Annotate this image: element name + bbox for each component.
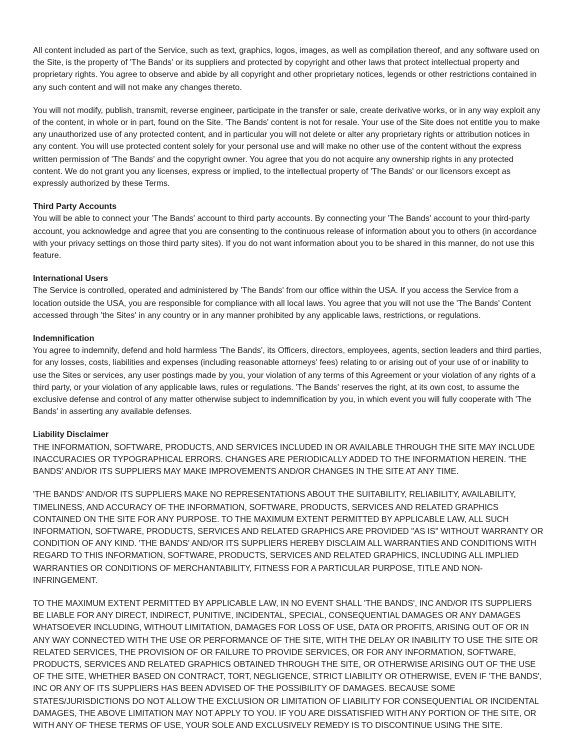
section-body-international: The Service is controlled, operated and administered by 'The Bands' from our office within the USA. If you access the Service from a location outside the USA, you are responsible for compliance with all local laws. You agree that you will not use the 'The Bands' Content accessed through 'the Sites' in any country or in any manner prohibited by any applicable laws, restrictions, or regulations. xyxy=(33,285,532,320)
section-heading-liability: Liability Disclaimer xyxy=(33,429,109,440)
intro-paragraph-2: You will not modify, publish, transmit, reverse engineer, participate in the transfer or sale, create derivative works, or in any way exploit any of the content, in whole or in part, found on the Site. 'The Bands' content is not for resale. Your use of the Site does not entitle you to make any unauthorized use of any protected content, and in particular you will not delete or alter any proprietary rights or attribution notices in any content. You will use protected content solely for your personal use and will make no other use of the content without the express written permission of 'The Bands' and the copyright owner. You agree that you do not acquire any ownership rights in any protected content. We do not grant you any licenses, express or implied, to the intellectual property of 'The Bands' or our licensors except as expressly authorized by these Terms. xyxy=(33,104,541,189)
indemnification-section xyxy=(33,332,544,417)
third-party-accounts-section xyxy=(33,200,544,261)
liability-paragraph-3: TO THE MAXIMUM EXTENT PERMITTED BY APPLICABLE LAW, IN NO EVENT SHALL 'THE BANDS', INC AND/OR ITS SUPPLIERS BE LIABLE FOR ANY DIRECT, INDIRECT, PUNITIVE, INCIDENTAL, SPECIAL, CONSEQUENTIAL DAMAGES OR ANY DAMAGES WHATSOEVER INCLUDING, WITHOUT LIMITATION, DAMAGES FOR LOSS OF USE, DATA OR PROFITS, ARISING OUT OF OR IN ANY WAY CONNECTED WITH THE USE OR PERFORMANCE OF THE SITE, WITH THE DELAY OR INABILITY TO USE THE SITE OR RELATED SERVICES, THE PROVISION OF OR FAILURE TO PROVIDE SERVICES, OR FOR ANY INFORMATION, SOFTWARE, PRODUCTS, SERVICES AND RELATED GRAPHICS OBTAINED THROUGH THE SITE, OR OTHERWISE ARISING OUT OF THE USE OF THE SITE, WHETHER BASED ON CONTRACT, TORT, NEGLIGENCE, STRICT LIABILITY OR OTHERWISE, EVEN IF 'THE BANDS', INC OR ANY OF ITS SUPPLIERS HAS BEEN ADVISED OF THE POSSIBILITY OF DAMAGES. BECAUSE SOME STATES/JURISDICTIONS DO NOT ALLOW THE EXCLUSION OR LIMITATION OF LIABILITY FOR CONSEQUENTIAL OR INCIDENTAL DAMAGES, THE ABOVE LIMITATION MAY NOT APPLY TO YOU. IF YOU ARE DISSATISFIED WITH ANY PORTION OF THE SITE, OR WITH ANY OF THESE TERMS OF USE, YOUR SOLE AND EXCLUSIVELY REMEDY IS TO DISCONTINUE USING THE SITE. xyxy=(33,597,542,730)
terms-document xyxy=(33,44,544,742)
section-body-third-party: You will be able to connect your 'The Bands' account to third party accounts. By connecting your 'The Bands' account to your third-party account, you acknowledge and agree that you are consenting to the continuous release of information about you to others (in accordance with your privacy settings on those third party sites). If you do not want information about you to be shared in this manner, do not use this feature. xyxy=(33,213,537,261)
intro-paragraph-1: All content included as part of the Service, such as text, graphics, logos, images, as well as compilation thereof, and any software used on the Site, is the property of 'The Bands' or its suppliers and protected by copyright and other laws that protect intellectual property and proprietary rights. You agree to observe and abide by all copyright and other proprietary notices, legends or other restrictions contained in any such content and will not make any changes thereto. xyxy=(33,45,540,92)
section-body-indemnification: You agree to indemnify, defend and hold harmless 'The Bands', its Officers, directors, employees, agents, section leaders and third parties, for any losses, costs, liabilities and expenses (including reasonable attorneys' fees) relating to or arising out of your use of or inability to use the Sites or services, any user postings made by you, your violation of any terms of this Agreement or your violation of any rights of a third party, or your violation of any applicable laws, rules or regulations. 'The Bands' reserves the right, at its own cost, to assume the exclusive defense and control of any matter otherwise subject to indemnification by you, in which event you will fully cooperate with 'The Bands' in asserting any available defenses. xyxy=(33,345,542,417)
section-heading-third-party: Third Party Accounts xyxy=(33,201,117,212)
section-heading-indemnification: Indemnification xyxy=(33,333,95,344)
international-users-section xyxy=(33,272,544,321)
liability-paragraph-2: 'THE BANDS' AND/OR ITS SUPPLIERS MAKE NO REPRESENTATIONS ABOUT THE SUITABILITY, RELIABILITY, AVAILABILITY, TIMELINESS, AND ACCURACY OF THE INFORMATION, SOFTWARE, PRODUCTS, SERVICES AND RELATED GRAPHICS CONTAINED ON THE SITE FOR ANY PURPOSE. TO THE MAXIMUM EXTENT PERMITTED BY APPLICABLE LAW, ALL SUCH INFORMATION, SOFTWARE, PRODUCTS, SERVICES AND RELATED GRAPHICS ARE PROVIDED "AS IS" WITHOUT WARRANTY OR CONDITION OF ANY KIND. 'THE BANDS' AND/OR ITS SUPPLIERS HEREBY DISCLAIM ALL WARRANTIES AND CONDITIONS WITH REGARD TO THIS INFORMATION, SOFTWARE, PRODUCTS, SERVICES AND RELATED GRAPHICS, INCLUDING ALL IMPLIED WARRANTIES OR CONDITIONS OF MERCHANTABILITY, FITNESS FOR A PARTICULAR PURPOSE, TITLE AND NON-INFRINGEMENT. xyxy=(33,489,544,585)
liability-disclaimer-section xyxy=(33,428,544,731)
liability-paragraph-1: THE INFORMATION, SOFTWARE, PRODUCTS, AND SERVICES INCLUDED IN OR AVAILABLE THROUGH THE SITE MAY INCLUDE INACCURACIES OR TYPOGRAPHICAL ERRORS. CHANGES ARE PERIODICALLY ADDED TO THE INFORMATION HEREIN. 'THE BANDS' AND/OR ITS SUPPLIERS MAY MAKE IMPROVEMENTS AND/OR CHANGES IN THE SITE AT ANY TIME. xyxy=(33,441,535,477)
section-heading-international: International Users xyxy=(33,273,109,284)
